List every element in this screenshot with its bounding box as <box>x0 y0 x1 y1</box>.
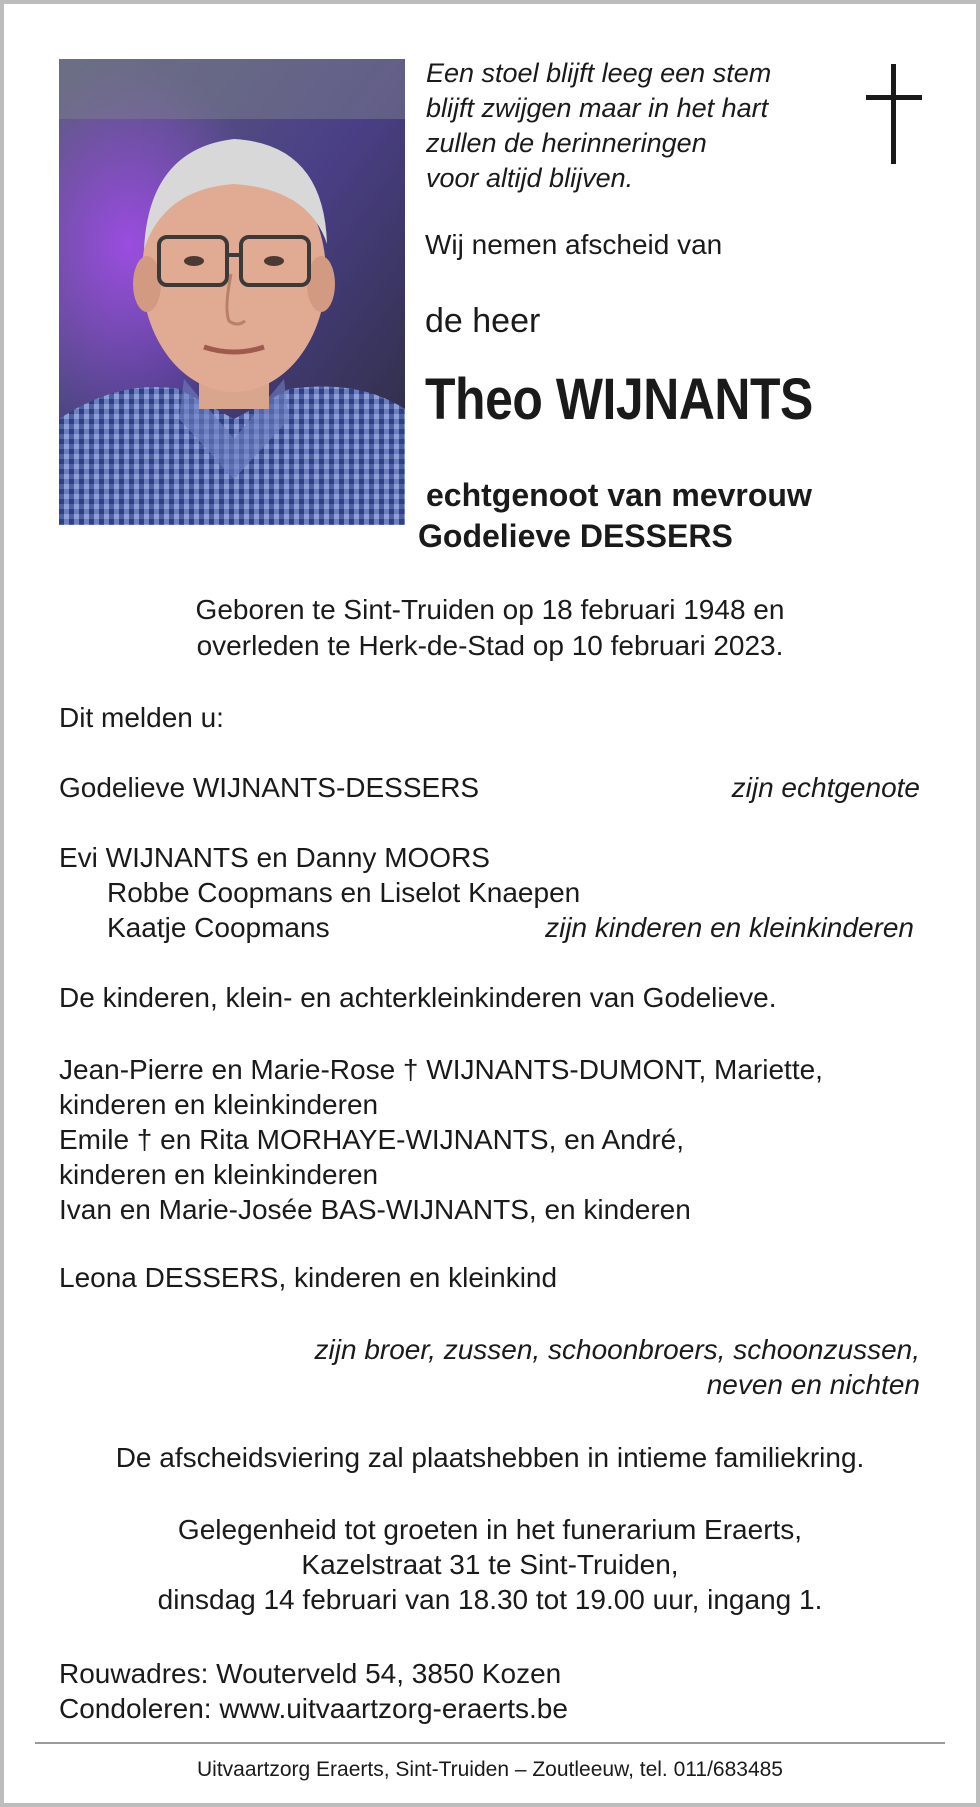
visit-line: Kazelstraat 31 te Sint-Truiden, <box>301 1549 679 1580</box>
sibling-line: kinderen en kleinkinderen <box>59 1089 379 1120</box>
visit-line: dinsdag 14 februari van 18.30 tot 19.00 uur, ingang 1. <box>157 1584 823 1615</box>
funeral-home-footer: Uitvaartzorg Eraerts, Sint-Truiden – Zoutleeuw, tel. 011/683485 <box>197 1758 783 1781</box>
deceased-name: Theo WIJNANTS <box>425 367 813 432</box>
spouse-name: Godelieve DESSERS <box>418 518 733 554</box>
poem-line: Een stoel blijft leeg een stem <box>426 58 772 88</box>
child-line: Evi WIJNANTS en Danny MOORS <box>59 842 490 873</box>
birth-death-info <box>4 592 976 664</box>
leona-family: Leona DESSERS, kinderen en kleinkind <box>59 1262 558 1293</box>
relation-line: zijn broer, zussen, schoonbroers, schoonzussen, <box>314 1334 920 1365</box>
children-relation: zijn kinderen en kleinkinderen <box>545 912 914 943</box>
honorific: de heer <box>425 302 541 340</box>
portrait-illustration <box>59 59 405 525</box>
sibling-line: Emile † en Rita MORHAYE-WIJNANTS, en André, <box>59 1124 684 1155</box>
poem <box>426 56 826 196</box>
sibling-line: Jean-Pierre en Marie-Rose † WIJNANTS-DUMONT, Mariette, <box>59 1054 823 1085</box>
spouse-line: echtgenoot van mevrouw <box>426 477 812 513</box>
grandchild-line: Robbe Coopmans en Liselot Knaepen <box>107 877 581 908</box>
ceremony-info: De afscheidsviering zal plaatshebben in intieme familiekring. <box>115 1442 865 1473</box>
poem-line: zullen de herinneringen <box>426 128 707 158</box>
godelieve-family: De kinderen, klein- en achterkleinkinderen van Godelieve. <box>59 982 777 1013</box>
visitation-info <box>4 1512 976 1617</box>
widow-relation: zijn echtgenote <box>731 772 920 803</box>
cross-icon <box>866 64 922 169</box>
grandchild-line: Kaatje Coopmans <box>107 912 330 943</box>
siblings-list <box>59 1052 823 1227</box>
condolence-website[interactable]: Condoleren: www.uitvaartzorg-eraerts.be <box>59 1693 568 1724</box>
death-line: overleden te Herk-de-Stad op 10 februari 2023. <box>196 630 784 661</box>
poem-line: blijft zwijgen maar in het hart <box>426 93 769 123</box>
sibling-line: Ivan en Marie-Josée BAS-WIJNANTS, en kinderen <box>59 1194 691 1225</box>
sibling-line: kinderen en kleinkinderen <box>59 1159 379 1190</box>
birth-line: Geboren te Sint-Truiden op 18 februari 1948 en <box>195 594 785 625</box>
visit-line: Gelegenheid tot groeten in het funerarium Eraerts, <box>177 1514 803 1545</box>
farewell-intro: Wij nemen afscheid van <box>425 229 723 260</box>
siblings-relation <box>315 1332 920 1402</box>
widow-name: Godelieve WIJNANTS-DESSERS <box>59 772 480 803</box>
announcement: Dit melden u: <box>59 702 224 733</box>
footer-divider <box>35 1742 945 1744</box>
poem-line: voor altijd blijven. <box>426 163 634 193</box>
portrait-photo <box>59 59 405 525</box>
mourning-address: Rouwadres: Wouterveld 54, 3850 Kozen <box>59 1658 562 1689</box>
relation-line: neven en nichten <box>706 1369 920 1400</box>
